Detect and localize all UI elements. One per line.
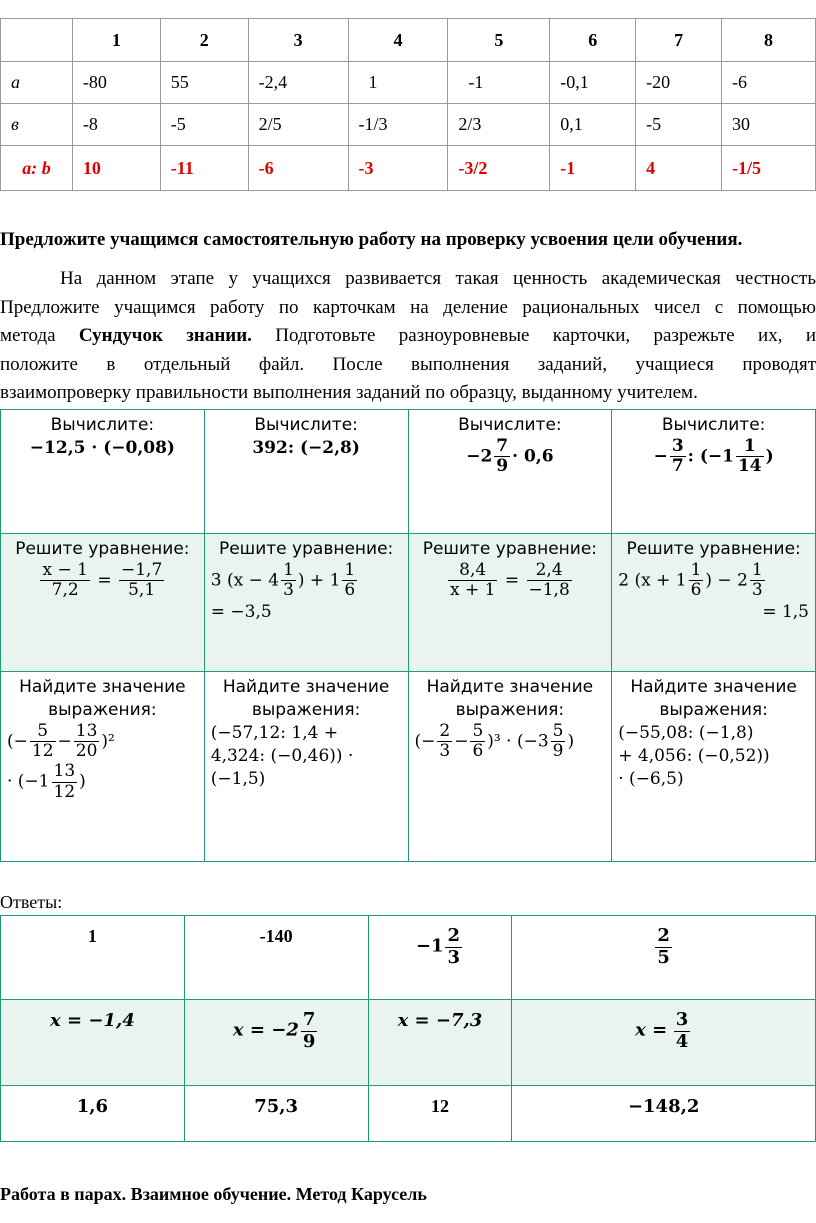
card-label: Вычислите: [458, 415, 562, 435]
card-expression: 392: (−2,8) [252, 437, 360, 458]
paragraph-line: На данном этапе у учащихся развивается такая ценность академическая честность [60, 268, 816, 289]
table-cell: -3 [348, 146, 448, 191]
table-cell: 0,1 [550, 104, 636, 146]
card [612, 410, 816, 534]
denominator: 9 [552, 741, 564, 762]
table-cell: 30 [722, 104, 816, 146]
fraction [674, 1010, 691, 1052]
denominator: 6 [690, 580, 702, 601]
card-label: Найдите значение [426, 677, 594, 697]
numerator: 7 [496, 435, 509, 456]
table-cell: -5 [636, 104, 722, 146]
fraction [342, 561, 357, 601]
math-text: (− [414, 731, 436, 752]
card-label: Найдите значение [19, 677, 186, 697]
numerator: 7 [302, 1009, 316, 1030]
math-text: −1 [415, 935, 444, 957]
math-text: · (−1 [7, 771, 50, 792]
card [408, 410, 612, 534]
table-cell: -2,4 [248, 62, 348, 104]
math-line: = −3,5 [210, 602, 272, 623]
denominator: 3 [447, 946, 461, 968]
math-text: − [653, 446, 668, 467]
math-text: x = −2 [232, 1019, 299, 1041]
math-text: ) [567, 731, 575, 752]
math-line: · (−6,5) [618, 768, 684, 789]
table-cell: -1/5 [722, 146, 816, 191]
math-line [7, 762, 198, 802]
card-label: Вычислите: [254, 415, 358, 435]
card [408, 534, 612, 672]
card-label: выражения: [455, 699, 565, 720]
math-line: (−57,12: 1,4 + [210, 722, 339, 743]
card-expression [211, 722, 402, 791]
table-cell: -0,1 [550, 62, 636, 104]
cards-row-equations [1, 534, 816, 672]
card [204, 672, 408, 862]
math-text: x = [635, 1019, 668, 1041]
numerator: 5 [30, 722, 56, 743]
math-text: x = −1,4 [50, 1010, 135, 1031]
math-text: − [454, 731, 469, 752]
table-cell: -6 [722, 62, 816, 104]
denominator: 3 [439, 741, 451, 762]
fraction [470, 722, 485, 762]
card-expression [415, 437, 606, 477]
table-cell: 2/5 [248, 104, 348, 146]
math-text: 1,6 [76, 1096, 109, 1117]
header-empty-cell [1, 19, 73, 62]
card [1, 534, 205, 672]
math-text: ) [79, 771, 86, 792]
card-label: выражения: [48, 699, 157, 720]
paragraph-text: Подготовьте разноуровневые карточки, разрежьте их, и [251, 325, 816, 346]
card-expression [618, 437, 809, 477]
denominator: 14 [737, 456, 762, 477]
card [204, 410, 408, 534]
numerator: 13 [53, 760, 76, 781]
card-label: Решите уравнение: [626, 539, 801, 559]
card-expression [211, 561, 402, 624]
row-label: а: b [1, 146, 73, 191]
fraction [689, 561, 704, 601]
math-text: −148,2 [627, 1096, 700, 1117]
fraction [301, 1010, 318, 1052]
numerator: 2 [439, 720, 451, 741]
card [612, 534, 816, 672]
header-cell: 7 [636, 19, 722, 62]
table-cell: -1/3 [348, 104, 448, 146]
card-expression: −12,5 · (−0,08) [29, 437, 175, 458]
math-text: 75,3 [254, 1096, 299, 1117]
card-label: выражения: [659, 699, 768, 720]
denominator: 12 [53, 781, 76, 802]
answer-cell [1, 1086, 185, 1142]
table-cell: -3/2 [448, 146, 550, 191]
card [612, 672, 816, 862]
table-cell: 1 [348, 62, 448, 104]
denominator: 20 [75, 741, 98, 762]
table-cell: -5 [160, 104, 248, 146]
header-cell: 1 [72, 19, 160, 62]
denominator: 9 [302, 1030, 316, 1052]
fraction [52, 762, 78, 802]
card-label: выражения: [251, 699, 361, 720]
answers-table [0, 915, 816, 1142]
fraction [437, 722, 452, 762]
answer-cell [512, 1086, 816, 1142]
fraction [40, 561, 89, 601]
math-text: ) + 1 [297, 570, 341, 591]
fraction [494, 437, 510, 477]
fraction [281, 561, 296, 601]
denominator: 6 [344, 580, 356, 601]
table-cell: 55 [160, 62, 248, 104]
table-row-a [1, 62, 816, 104]
answer-cell [184, 1086, 368, 1142]
denominator: 7 [671, 456, 684, 477]
numerator: 1 [736, 437, 764, 458]
math-text: −2 [466, 446, 493, 467]
table-cell: -6 [248, 146, 348, 191]
numerator: 3 [671, 435, 684, 456]
math-text: = [504, 570, 520, 591]
answer-cell [368, 1086, 512, 1142]
math-text: )² [101, 731, 115, 752]
math-text: : (−1 [687, 446, 734, 467]
header-cell: 5 [448, 19, 550, 62]
table-cell: 4 [636, 146, 722, 191]
card [408, 672, 612, 862]
paragraph-line: взаимопроверку правильности выполнения заданий по образцу, выданному учителем. [0, 382, 698, 403]
numerator: −1,7 [121, 559, 163, 580]
method-name: Сундучок знании. [78, 325, 252, 346]
answer-cell [184, 1000, 368, 1086]
table-row-quotient [1, 146, 816, 191]
section-heading: Предложите учащимся самостоятельную работу на проверку усвоения цели обучения. [0, 229, 743, 250]
bottom-heading: Работа в парах. Взаимное обучение. Метод Карусель [0, 1184, 427, 1204]
math-line: 4,324: (−0,46)) · [210, 745, 354, 766]
paragraph-line: положите в отдельный файл. После выполнения заданий, учащиеся проводят [0, 353, 816, 375]
cards-row-compute [1, 410, 816, 534]
denominator: 5 [657, 946, 670, 968]
math-text: 2 (x + 1 [618, 570, 687, 591]
math-line: = 1,5 [762, 602, 809, 623]
fraction [30, 722, 56, 762]
fraction [736, 437, 764, 477]
fraction [655, 926, 672, 968]
answer-cell: -140 [184, 916, 368, 1000]
card [1, 672, 205, 862]
paragraph-line: Предложите учащимся работу по карточкам на деление рациональных чисел с помощью [0, 296, 816, 318]
paragraph-text: метода [0, 325, 79, 346]
table-cell: -20 [636, 62, 722, 104]
denominator: 3 [283, 580, 294, 601]
answer-cell [368, 916, 512, 1000]
numerator: x − 1 [42, 559, 88, 580]
card [1, 410, 205, 534]
numerator: 2 [657, 925, 670, 946]
answer-cell: 1 [1, 916, 185, 1000]
math-text: )³ · (−3 [487, 731, 549, 752]
numerator: 2,4 [527, 561, 572, 582]
ratio-table [0, 18, 816, 191]
instruction-paragraph [0, 265, 816, 408]
denominator: 3 [751, 580, 763, 601]
numerator: 13 [75, 720, 98, 741]
answer-cell [1, 1000, 185, 1086]
answers-label: Ответы: [0, 892, 63, 912]
answer-cell [512, 1000, 816, 1086]
numerator: 1 [283, 559, 294, 580]
card-label: Решите уравнение: [15, 539, 190, 559]
denominator: 12 [31, 741, 54, 762]
row-label: в [1, 104, 73, 146]
table-cell: 2/3 [448, 104, 550, 146]
fraction [527, 561, 572, 601]
denominator: 9 [496, 456, 509, 477]
card-label: Решите уравнение: [422, 539, 598, 559]
card-expression [7, 722, 198, 802]
table-cell: -1 [550, 146, 636, 191]
numerator: 1 [344, 559, 356, 580]
math-text: − [57, 731, 72, 752]
card [204, 534, 408, 672]
answers-row [1, 1086, 816, 1142]
denominator: 4 [675, 1030, 689, 1052]
card-label: Решите уравнение: [218, 539, 394, 559]
fraction [551, 722, 566, 762]
numerator: 5 [472, 720, 484, 741]
table-cell: -80 [72, 62, 160, 104]
fraction [670, 437, 686, 477]
fraction [74, 722, 100, 762]
math-text: 12 [430, 1096, 449, 1116]
card-expression [7, 561, 198, 601]
denominator: 5,1 [128, 580, 156, 601]
header-cell: 8 [722, 19, 816, 62]
card-label: Вычислите: [50, 415, 155, 435]
fraction [119, 561, 164, 601]
row-label: а [1, 62, 73, 104]
header-cell: 6 [550, 19, 636, 62]
numerator: 8,4 [448, 561, 497, 582]
math-line: (−55,08: (−1,8) [618, 722, 754, 743]
answer-cell [512, 916, 816, 1000]
fraction [750, 561, 765, 601]
math-text: ) [765, 446, 774, 467]
math-text: ) − 2 [705, 570, 748, 591]
table-cell: -1 [448, 62, 550, 104]
math-line: (−1,5) [210, 768, 266, 789]
math-text: = [97, 570, 112, 591]
header-cell: 3 [248, 19, 348, 62]
table-header-row [1, 19, 816, 62]
denominator: 7,2 [51, 580, 79, 601]
numerator: 1 [690, 559, 702, 580]
header-cell: 4 [348, 19, 448, 62]
card-label: Найдите значение [630, 677, 797, 697]
card-expression [618, 561, 809, 624]
cards-row-expressions [1, 672, 816, 862]
answers-row [1, 1000, 816, 1086]
paragraph-line [0, 322, 816, 351]
card-expression [415, 722, 606, 762]
denominator: 6 [472, 741, 484, 762]
fraction [448, 561, 497, 601]
task-cards-grid [0, 409, 816, 862]
header-cell: 2 [160, 19, 248, 62]
numerator: 1 [751, 559, 763, 580]
denominator: x + 1 [449, 580, 496, 601]
answers-row [1, 916, 816, 1000]
table-cell: 10 [72, 146, 160, 191]
numerator: 5 [552, 720, 564, 741]
answer-cell [368, 1000, 512, 1086]
table-row-b [1, 104, 816, 146]
card-expression [618, 722, 809, 791]
card-label: Найдите значение [222, 677, 390, 697]
math-text: · 0,6 [512, 446, 554, 467]
math-text: (− [7, 731, 28, 752]
math-text: 3 (x − 4 [210, 570, 280, 591]
numerator: 2 [447, 925, 461, 946]
math-text: x = −7,3 [397, 1010, 483, 1031]
numerator: 3 [675, 1009, 689, 1030]
table-cell: -11 [160, 146, 248, 191]
table-cell: -8 [72, 104, 160, 146]
card-expression [415, 561, 606, 601]
denominator: −1,8 [528, 580, 570, 601]
fraction [445, 926, 462, 968]
math-line: + 4,056: (−0,52)) [618, 745, 770, 766]
card-label: Вычислите: [661, 415, 766, 435]
